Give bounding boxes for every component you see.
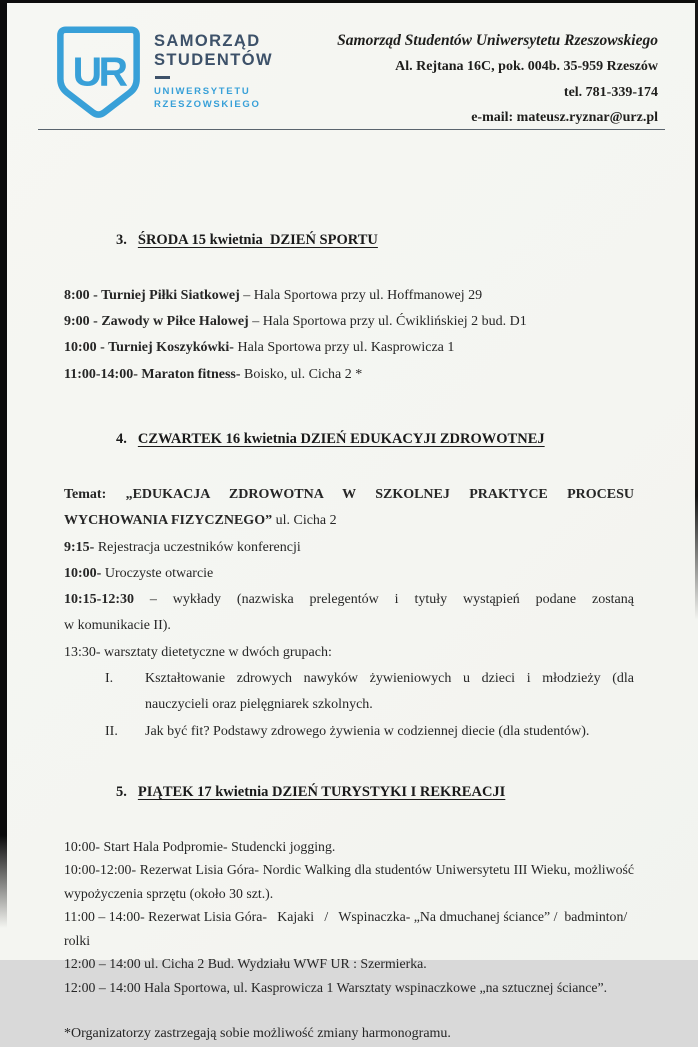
workshop-text: Jak być fit? Podstawy zdrowego żywienia w codziennej diecie (dla studentów). <box>145 723 590 739</box>
event-time: 9:00 - Zawody w Piłce Halowej <box>64 314 253 330</box>
event-detail: – Hala Sportowa przy ul. Ćwiklińskiej 2 bud. D1 <box>252 314 527 330</box>
event-detail: ul. Cicha 2 <box>275 513 337 529</box>
event-time: 9:15- <box>64 539 98 555</box>
ur-shield-icon <box>56 26 141 119</box>
section-3-heading <box>64 201 634 280</box>
workshop-item-2 <box>64 719 634 745</box>
event-time: 10:00- <box>64 565 105 581</box>
scan-edge-top <box>0 0 698 3</box>
section-tourism-recreation <box>64 753 634 999</box>
section-4-number: 4. <box>116 431 127 448</box>
organizer-footnote: *Organizatorzy zastrzegają sobie możliwość zmiany harmonogramu. <box>64 1026 451 1042</box>
logo-wordmark <box>154 26 273 111</box>
event-line <box>64 535 634 561</box>
ur-initials: UR <box>72 48 125 95</box>
org-name: Samorząd Studentów Uniwersytetu Rzeszowskiego <box>337 32 658 49</box>
section-4-title: CZWARTEK 16 kwietnia DZIEŃ EDUKACYJI ZDROWOTNEJ <box>137 431 545 448</box>
org-address: Al. Rejtana 16C, pok. 004b. 35-959 Rzeszów <box>395 59 658 74</box>
event-line: 12:00 – 14:00 ul. Cicha 2 Bud. Wydziału WWF UR : Szermierka. <box>64 956 427 972</box>
scan-edge-left <box>0 0 7 928</box>
event-detail: Uroczyste otwarcie <box>104 565 214 581</box>
event-detail: w komunikacie II). <box>64 618 171 634</box>
section-day-sport <box>64 201 634 388</box>
section-health-education <box>64 400 634 745</box>
org-phone: tel. 781-339-174 <box>563 84 658 100</box>
event-line <box>64 613 634 639</box>
event-detail: – wykłady (nazwiska prelegentów i tytuły wystąpień podane zostaną <box>149 592 634 608</box>
event-line <box>64 640 634 666</box>
event-line <box>64 561 634 587</box>
section-3-number: 3. <box>116 232 127 249</box>
org-logo <box>56 26 273 119</box>
event-line: 10:00-12:00- Rezerwat Lisia Góra- Nordic Walking dla studentów Uniwersytetu III Wieku, możliwość <box>64 862 634 878</box>
workshop-marker: I. <box>105 671 114 687</box>
event-line <box>64 482 634 508</box>
event-time: 11:00-14:00- Maraton fitness- <box>64 366 245 382</box>
logo-org-line1: SAMORZĄD <box>154 32 261 50</box>
contact-block <box>337 28 658 131</box>
logo-dash <box>155 76 170 79</box>
section-5-heading <box>64 753 634 832</box>
section-5-title: PIĄTEK 17 kwietnia DZIEŃ TURYSTYKI I REKREACJI <box>137 784 506 801</box>
header-divider <box>38 129 665 130</box>
event-line: 11:00 – 14:00- Rezerwat Lisia Góra- Kajaki / Wspinaczka- „Na dmuchanej ściance” / badminton/ rolki <box>64 909 631 948</box>
event-line <box>64 508 634 534</box>
event-time: 10:00 - Turniej Koszykówki- <box>64 340 238 356</box>
org-email: e-mail: mateusz.ryznar@urz.pl <box>471 110 658 125</box>
event-detail: 13:30- warsztaty dietetyczne w dwóch grupach: <box>64 644 332 660</box>
logo-sub-line1: UNIWERSYTETU <box>154 86 251 97</box>
workshop-item-1 <box>64 666 634 719</box>
logo-sub-line2: RZESZOWSKIEGO <box>154 98 261 110</box>
event-detail: Boisko, ul. Cicha 2 * <box>244 366 363 382</box>
event-line <box>64 362 634 388</box>
section-4-heading <box>64 400 634 479</box>
section-5-number: 5. <box>116 784 127 801</box>
event-line <box>64 283 634 309</box>
event-line <box>64 309 634 335</box>
logo-org-line2: STUDENTÓW <box>154 51 273 69</box>
event-detail: Rejestracja uczestników konferencji <box>97 539 301 555</box>
event-line <box>64 587 634 613</box>
schedule-body <box>64 201 634 1047</box>
event-line <box>64 335 634 361</box>
event-line: 10:00- Start Hala Podpromie- Studencki jogging. <box>64 838 336 854</box>
topic-text: WYCHOWANIA FIZYCZNEGO” <box>64 513 276 529</box>
event-time: 10:15-12:30 <box>64 592 150 608</box>
section-3-title: ŚRODA 15 kwietnia DZIEŃ SPORTU <box>137 232 378 249</box>
event-line: 12:00 – 14:00 Hala Sportowa, ul. Kasprowicza 1 Warsztaty wspinaczkowe „na sztucznej ściance”. <box>64 979 608 995</box>
topic-text: Temat: „EDUKACJA ZDROWOTNA W SZKOLNEJ PRAKTYCE PROCESU <box>64 486 634 502</box>
event-detail: – Hala Sportowa przy ul. Hoffmanowej 29 <box>243 287 483 303</box>
event-detail: Hala Sportowa przy ul. Kasprowicza 1 <box>237 340 455 356</box>
event-line: wypożyczenia sprzętu (około 30 szt.). <box>64 885 274 901</box>
workshop-marker: II. <box>105 723 118 739</box>
event-time: 8:00 - Turniej Piłki Siatkowej <box>64 287 244 303</box>
workshop-text: nauczycieli oraz pielęgniarek szkolnych. <box>145 697 373 713</box>
workshop-text: Kształtowanie zdrowych nawyków żywieniowych u dzieci i młodzieży (dla <box>145 671 634 687</box>
